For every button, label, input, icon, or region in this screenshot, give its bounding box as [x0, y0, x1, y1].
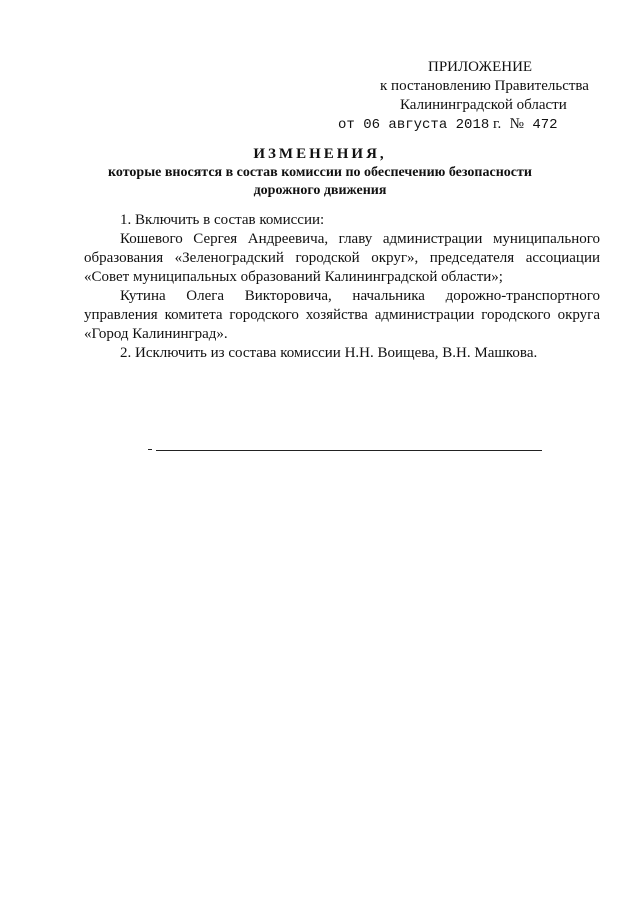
document-title — [80, 144, 560, 200]
appendix-line-1: к постановлению Правительства — [380, 78, 589, 94]
paragraph-1: 1. Включить в состав комиссии: — [120, 212, 325, 228]
appendix-header — [330, 58, 600, 135]
paragraph-4: 2. Исключить из состава комиссии Н.Н. Воищева, В.Н. Машкова. — [120, 345, 538, 361]
date-year-suffix: г. — [493, 116, 502, 132]
date-prefix: от — [338, 117, 355, 133]
title-sub-1: которые вносятся в состав комиссии по обеспечению безопасности — [108, 165, 532, 180]
title-sub-2: дорожного движения — [253, 183, 387, 198]
paragraph-3: Кутина Олега Викторовича, начальника дорожно-транспортного управления комитета городского хозяйства администрации городского округа «Город Калининград». — [84, 288, 600, 342]
date-year: 2018 — [455, 117, 490, 133]
number-sign: № — [509, 116, 524, 132]
appendix-title: ПРИЛОЖЕНИЕ — [428, 59, 533, 75]
paragraph-2: Кошевого Сергея Андреевича, главу администрации муниципального образования «Зеленоградский городской округ», председателя ассоциации «Совет муниципальных образований Калининградской области»; — [84, 231, 600, 285]
title-main: ИЗМЕНЕНИЯ, — [253, 146, 387, 162]
date-value: 06 августа — [363, 117, 448, 133]
document-body — [84, 211, 600, 363]
appendix-line-2: Калининградской области — [400, 97, 567, 113]
end-rule-dash — [148, 449, 152, 450]
end-rule — [156, 450, 542, 451]
appendix-date-line — [330, 115, 600, 135]
decree-number: 472 — [532, 117, 558, 133]
